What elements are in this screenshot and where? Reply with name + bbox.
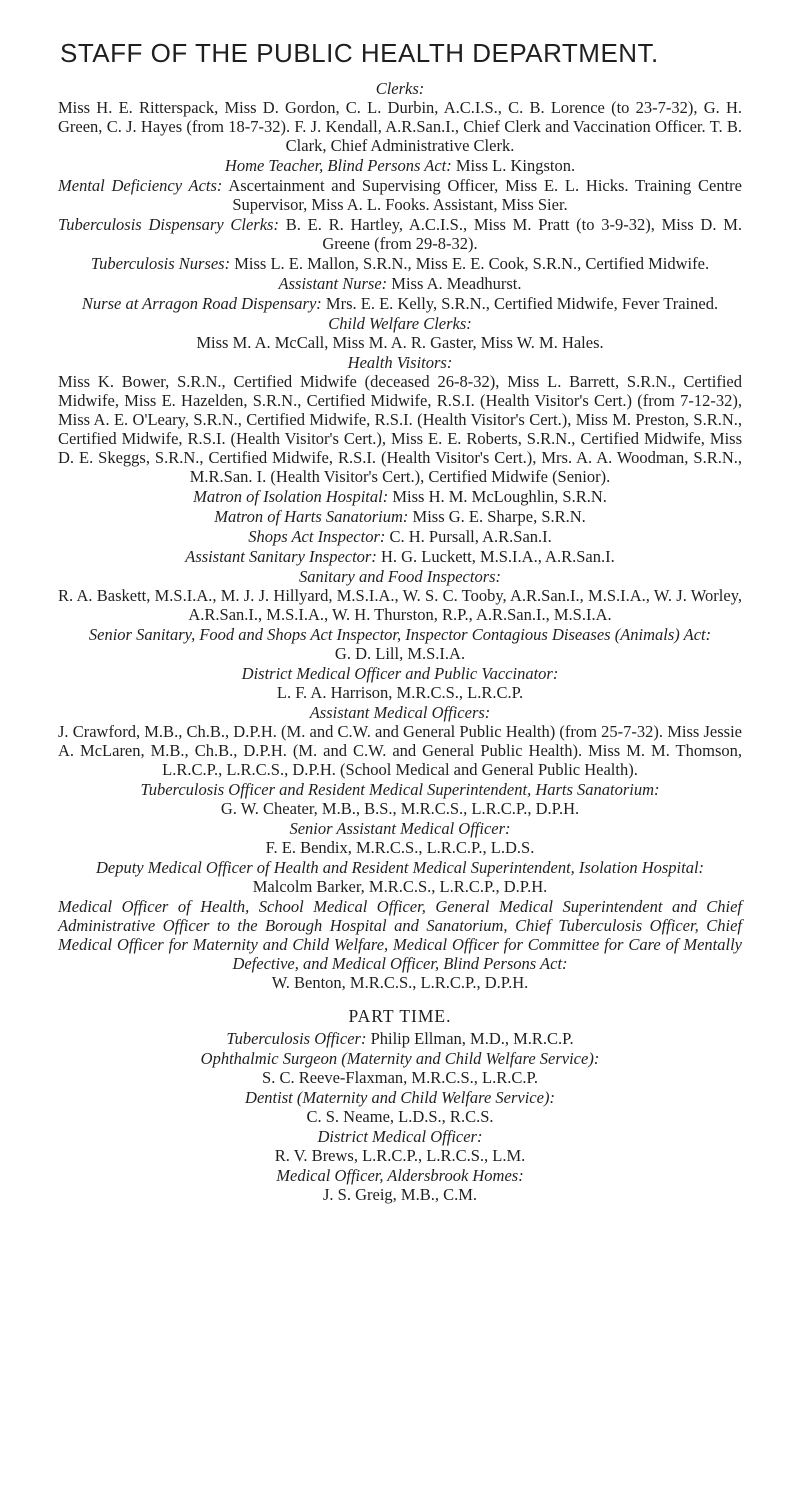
role-heading: Deputy Medical Officer of Health and Resident Medical Superintendent, Isolation Hospital: [95,858,705,877]
role-heading: Tuberculosis Nurses: [90,254,231,273]
staff-names: F. E. Bendix, M.R.C.S., L.R.C.P., L.D.S. [265,838,535,857]
page-title: STAFF OF THE PUBLIC HEALTH DEPARTMENT. [60,38,659,68]
role-heading: Health Visitors: [347,353,453,372]
staff-names: Ascertainment and Supervising Officer, Miss E. L. Hicks. Training Centre Supervisor, Miss A. L. Fooks. Assistant, Miss Sier. [228,176,742,214]
role-heading: Assistant Medical Officers: [309,703,491,722]
role-heading: District Medical Officer: [317,1127,483,1146]
staff-names: W. Benton, M.R.C.S., L.R.C.P., D.P.H. [271,973,529,992]
role-heading: Shops Act Inspector: [248,527,386,546]
section-shops-act-inspector [58,527,742,546]
section-senior-assistant-mo [58,819,742,857]
staff-names: Miss A. Meadhurst. [391,274,522,293]
role-heading: Dentist (Maternity and Child Welfare Service): [245,1088,555,1107]
section-health-visitors [58,353,742,486]
role-heading: Tuberculosis Officer and Resident Medical Superintendent, Harts Sanatorium: [140,780,660,799]
section-clerks [58,79,742,155]
section-mental-deficiency [58,176,742,214]
section-assistant-sanitary-inspector [58,547,742,566]
part-time-heading: PART TIME. [348,1006,452,1026]
role-heading: Matron of Harts Sanatorium: [214,507,409,526]
section-arragon-road-nurse [58,294,742,313]
staff-names: Miss M. A. McCall, Miss M. A. R. Gaster, Miss W. M. Hales. [196,333,604,352]
staff-names: J. Crawford, M.B., Ch.B., D.P.H. (M. and C.W. and General Public Health) (from 25-7-32). Miss Jessie A. McLaren, M.B., Ch.B., D.P.H. (M. and C.W. and General Public Health). Miss M. M. Thomson, L.R.C.P., L.R.C.S., D.P.H. (School Medical and General Public Health). [58,722,742,779]
section-ophthalmic-surgeon [58,1049,742,1087]
staff-names: L. F. A. Harrison, M.R.C.S., L.R.C.P. [276,683,524,702]
section-senior-sanitary-inspector [58,625,742,663]
staff-names: J. S. Greig, M.B., C.M. [322,1185,478,1204]
section-child-welfare-clerks [58,314,742,352]
section-moh [58,897,742,992]
staff-names: Miss K. Bower, S.R.N., Certified Midwife (deceased 26-8-32), Miss L. Barrett, S.R.N., Certified Midwife, Miss E. Hazelden, S.R.N., Certified Midwife, R.S.I. (Health Visitor's Cert.) (from 7-12-32), Miss A. E. O'Leary, S.R.N., Certified Midwife, R.S.I. (Health Visitor's Cert.), Miss M. Preston, S.R.N., Certified Midwife, R.S.I. (Health Visitor's Cert.), Miss E. E. Roberts, S.R.N., Certified Midwife, Miss D. E. Skeggs, S.R.N., Certified Midwife, R.S.I. (Health Visitor's Cert.), Mrs. A. A. Woodman, S.R.N., M.R.San. I. (Health Visitor's Cert.), Certified Midwife (Senior). [58,372,742,486]
staff-names: R. A. Baskett, M.S.I.A., M. J. J. Hillyard, M.S.I.A., W. S. C. Tooby, A.R.San.I., M.S.I.A., W. J. Worley, A.R.San.I., M.S.I.A., W. H. Thurston, R.P., A.R.San.I., M.S.I.A. [58,586,742,624]
staff-names: G. W. Cheater, M.B., B.S., M.R.C.S., L.R.C.P., D.P.H. [220,799,580,818]
section-matron-isolation [58,487,742,506]
role-heading: Senior Assistant Medical Officer: [289,819,511,838]
role-heading: Mental Deficiency Acts: [58,176,223,195]
role-heading: Tuberculosis Dispensary Clerks: [58,215,279,234]
role-heading: Medical Officer, Aldersbrook Homes: [276,1166,524,1185]
section-part-time-tb-officer [58,1029,742,1048]
section-deputy-moh [58,858,742,896]
staff-names: Philip Ellman, M.D., M.R.C.P. [370,1029,574,1048]
section-sanitary-food-inspectors [58,567,742,624]
role-heading: District Medical Officer and Public Vaccinator: [241,664,559,683]
staff-names: C. S. Neame, L.D.S., R.C.S. [306,1107,494,1126]
staff-names: Mrs. E. E. Kelly, S.R.N., Certified Midwife, Fever Trained. [325,294,719,313]
role-heading: Medical Officer of Health, School Medical Officer, General Medical Superintendent and Chief Administrative Officer to the Borough Hospital and Sanatorium, Chief Tuberculosis Officer, Chief Medical Officer for Maternity and Child Welfare, Medical Officer for Committee for Care of Mentally Defective, and Medical Officer, Blind Persons Act: [58,897,742,973]
role-heading: Ophthalmic Surgeon (Maternity and Child Welfare Service): [200,1049,600,1068]
staff-names: R. V. Brews, L.R.C.P., L.R.C.S., L.M. [274,1146,526,1165]
section-district-medical-officer [58,664,742,702]
staff-names: Miss H. E. Ritterspack, Miss D. Gordon, C. L. Durbin, A.C.I.S., C. B. Lorence (to 23-7-32), G. H. Green, C. J. Hayes (from 18-7-32). F. J. Kendall, A.R.San.I., Chief Clerk and Vaccination Officer. T. B. Clark, Chief Administrative Clerk. [58,98,742,155]
role-heading: Child Welfare Clerks: [328,314,472,333]
section-matron-harts [58,507,742,526]
role-heading: Senior Sanitary, Food and Shops Act Inspector, Inspector Contagious Diseases (Animals) Act: [88,625,712,644]
role-heading: Tuberculosis Officer: [226,1029,367,1048]
staff-names: G. D. Lill, M.S.I.A. [334,644,466,663]
staff-names: Miss L. E. Mallon, S.R.N., Miss E. E. Cook, S.R.N., Certified Midwife. [234,254,710,273]
role-heading: Assistant Nurse: [278,274,388,293]
staff-names: Miss L. Kingston. [455,156,576,175]
section-tb-nurses [58,254,742,273]
role-heading: Nurse at Arragon Road Dispensary: [81,294,322,313]
section-assistant-nurse [58,274,742,293]
staff-names: S. C. Reeve-Flaxman, M.R.C.S., L.R.C.P. [262,1068,538,1087]
staff-names: C. H. Pursall, A.R.San.I. [389,527,552,546]
section-aldersbrook-mo [58,1166,742,1204]
role-heading: Matron of Isolation Hospital: [193,487,389,506]
section-part-time-district-mo [58,1127,742,1165]
staff-names: B. E. R. Hartley, A.C.I.S., Miss M. Pratt (to 3-9-32), Miss D. M. Greene (from 29-8-32). [285,215,743,253]
section-dentist [58,1088,742,1126]
section-tb-dispensary-clerks [58,215,742,253]
staff-names: Miss G. E. Sharpe, S.R.N. [412,507,586,526]
role-heading: Clerks: [375,79,425,98]
staff-names: Malcolm Barker, M.R.C.S., L.R.C.P., D.P.H. [252,877,548,896]
role-heading: Home Teacher, Blind Persons Act: [224,156,452,175]
section-tb-officer-harts [58,780,742,818]
staff-names: H. G. Luckett, M.S.I.A., A.R.San.I. [380,547,615,566]
role-heading: Sanitary and Food Inspectors: [298,567,502,586]
section-home-teacher [58,156,742,175]
staff-names: Miss H. M. McLoughlin, S.R.N. [392,487,607,506]
section-assistant-medical-officers [58,703,742,779]
role-heading: Assistant Sanitary Inspector: [185,547,377,566]
